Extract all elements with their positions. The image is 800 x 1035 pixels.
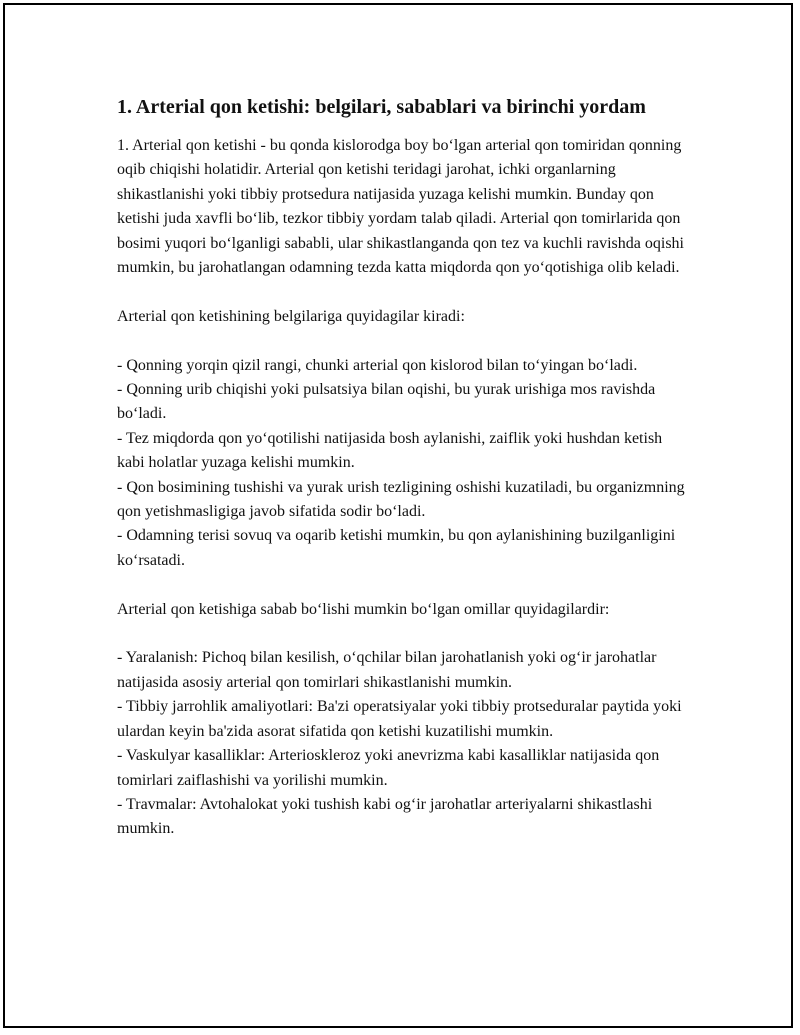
causes-heading: Arterial qon ketishiga sabab bo‘lishi mumkin bo‘lgan omillar quyidagilardir:: [117, 600, 610, 618]
document-body: [117, 94, 687, 842]
paragraph-gap: [117, 329, 687, 353]
paragraph-gap: [117, 280, 687, 304]
list-item: - Yaralanish: Pichoq bilan kesilish, o‘qchilar bilan jarohatlanish yoki og‘ir jarohatlar natijasida asosiy arterial qon tomirlari shikastlanishi mumkin.: [117, 649, 657, 691]
list-item: - Vaskulyar kasalliklar: Arterioskleroz yoki anevrizma kabi kasalliklar natijasida qon tomirlari zaiflashishi va yorilishi mumkin.: [117, 747, 660, 789]
paragraph-gap: [117, 622, 687, 646]
list-item: - Qonning yorqin qizil rangi, chunki arterial qon kislorod bilan to‘yingan bo‘ladi.: [117, 356, 638, 374]
signs-heading: Arterial qon ketishining belgilariga quyidagilar kiradi:: [117, 307, 465, 325]
list-item: - Tez miqdorda qon yo‘qotilishi natijasida bosh aylanishi, zaiflik yoki hushdan ketish kabi holatlar yuzaga kelishi mumkin.: [117, 429, 663, 472]
document-title: 1. Arterial qon ketishi: belgilari, sabablari va birinchi yordam: [117, 96, 646, 118]
intro-paragraph: 1. Arterial qon ketishi - bu qonda kislorodga boy bo‘lgan arterial qon tomiridan qonning oqib chiqishi holatidir. Arterial qon ketishi teridagi jarohat, ichki organlarning shikastlanishi yoki tibbiy protsedura natijasida yuzaga kelishi mumkin. Bunday qon ketishi juda xavfli bo‘lib, tezkor tibbiy yordam talab qiladi. Arterial qon tomirlarida qon bosimi yuqori bo‘lganligi sababli, ular shikastlanganda qon tez va kuchli ravishda oqishi mumkin, bu jarohatlangan odamning tezda katta miqdorda qon yo‘qotishiga olib keladi.: [117, 137, 684, 277]
causes-list: [117, 646, 687, 841]
list-item: - Travmalar: Avtohalokat yoki tushish kabi og‘ir jarohatlar arteriyalarni shikastlashi mumkin.: [117, 795, 653, 838]
list-item: - Odamning terisi sovuq va oqarib ketishi mumkin, bu qon aylanishining buzilganligini ko‘rsatadi.: [117, 527, 676, 569]
signs-list: [117, 354, 687, 574]
list-item: - Qonning urib chiqishi yoki pulsatsiya bilan oqishi, bu yurak urishiga mos ravishda bo‘ladi.: [117, 381, 656, 423]
list-item: - Tibbiy jarrohlik amaliyotlari: Ba'zi operatsiyalar yoki tibbiy protseduralar paytida yoki ulardan keyin ba'zida asorat sifatida qon ketishi kuzatilishi mumkin.: [117, 698, 682, 740]
paragraph-gap: [117, 573, 687, 597]
list-item: - Qon bosimining tushishi va yurak urish tezligining oshishi kuzatiladi, bu organizmning qon yetishmasligiga javob sifatida sodir bo‘ladi.: [117, 478, 685, 521]
